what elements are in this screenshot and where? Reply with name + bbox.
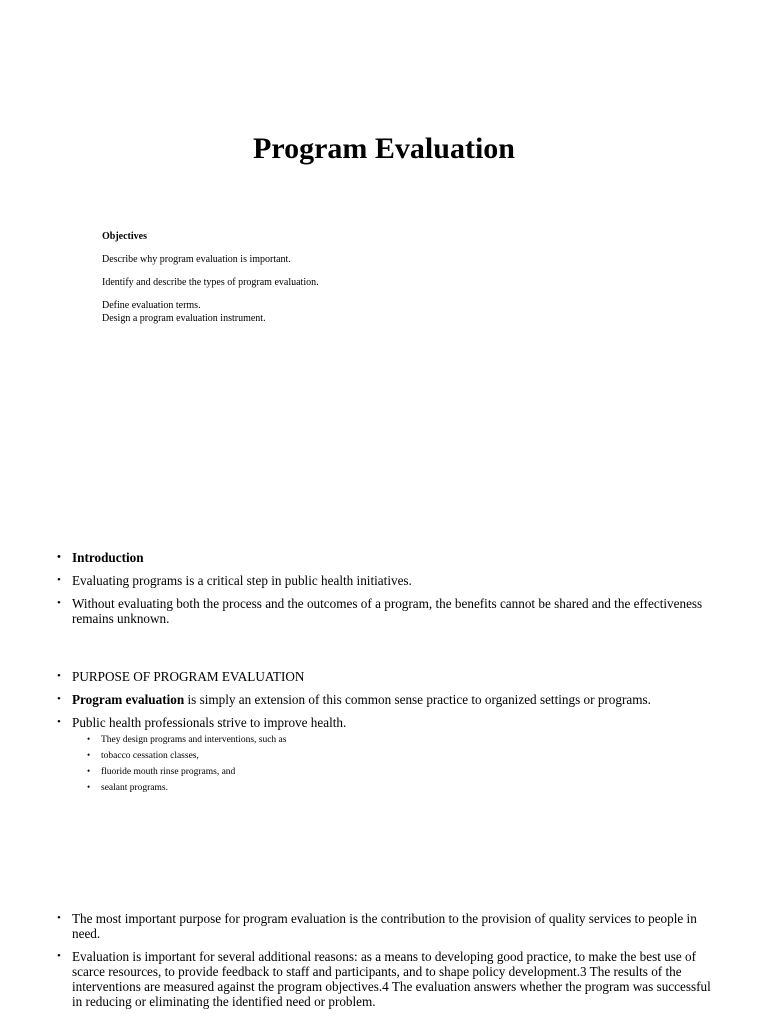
bullet-item: • Public health professionals strive to improve health. bbox=[57, 715, 717, 730]
purpose-section bbox=[57, 669, 717, 798]
sub-bullet-item: • sealant programs. bbox=[57, 782, 717, 795]
bullet-item: • Evaluation is important for several additional reasons: as a means to developing good practice, to make the best use of scarce resources, to provide feedback to staff and participants, and to shape policy development.3 The results of the interventions are measured against the program objectives.4 The evaluation answers whether the program was successful in reducing or eliminating the identified need or problem. bbox=[57, 949, 717, 1009]
sub-bullet-item: • fluoride mouth rinse programs, and bbox=[57, 766, 717, 779]
objectives-block bbox=[102, 230, 319, 325]
objectives-heading: Objectives bbox=[102, 231, 147, 242]
introduction-section bbox=[57, 550, 717, 634]
introduction-heading: • Introduction bbox=[57, 550, 717, 565]
sub-bullet-item: • tobacco cessation classes, bbox=[57, 750, 717, 763]
objective-item: Design a program evaluation instrument. bbox=[102, 313, 266, 324]
definition-text: is simply an extension of this common sense practice to organized settings or programs. bbox=[184, 692, 651, 707]
definition-term: Program evaluation bbox=[72, 692, 185, 707]
purpose-heading: • PURPOSE OF PROGRAM EVALUATION bbox=[57, 669, 717, 684]
importance-section bbox=[57, 911, 717, 1017]
bullet-item: • Without evaluating both the process and the outcomes of a program, the benefits cannot be shared and the effectiveness remains unknown. bbox=[57, 596, 717, 626]
sub-bullet-item: • They design programs and interventions, such as bbox=[57, 734, 717, 747]
objective-item: Define evaluation terms. bbox=[102, 300, 201, 311]
objective-item: Identify and describe the types of program evaluation. bbox=[102, 277, 319, 288]
objective-item: Describe why program evaluation is important. bbox=[102, 254, 291, 265]
bullet-item bbox=[57, 692, 717, 707]
page-title: Program Evaluation bbox=[253, 132, 515, 165]
bullet-item: • The most important purpose for program evaluation is the contribution to the provision of quality services to people in need. bbox=[57, 911, 717, 941]
bullet-item: • Evaluating programs is a critical step in public health initiatives. bbox=[57, 573, 717, 588]
